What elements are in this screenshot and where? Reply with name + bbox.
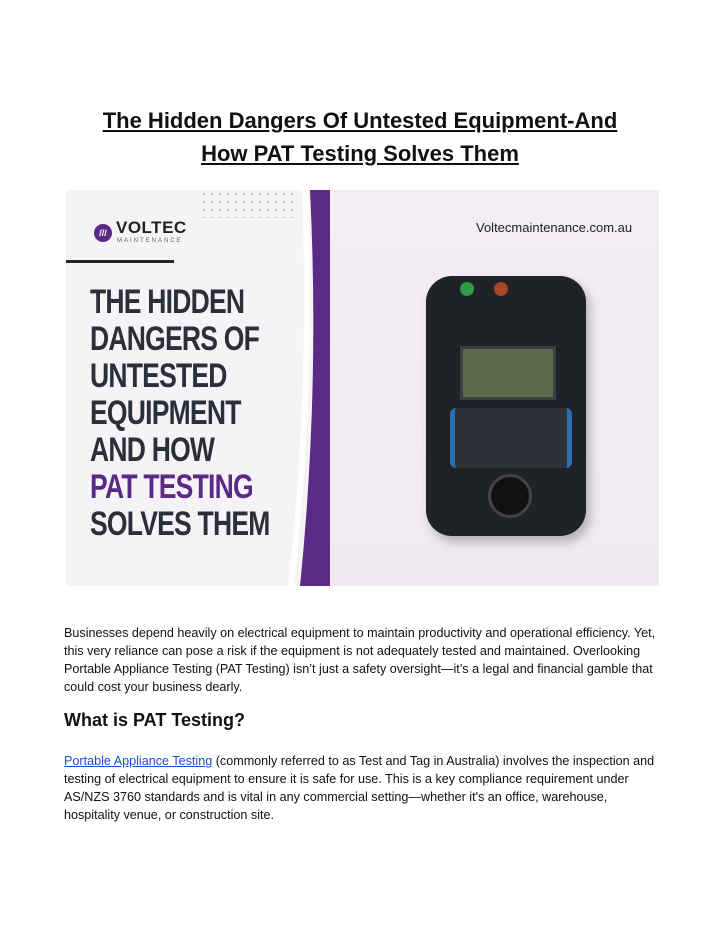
title-line-1: The Hidden Dangers Of Untested Equipment-And — [102, 108, 618, 133]
headline-line: EQUIPMENT — [90, 394, 241, 432]
headline-line: THE HIDDEN — [90, 283, 245, 321]
headline-line: SOLVES THEM — [90, 505, 270, 543]
website-label: Voltecmaintenance.com.au — [476, 220, 633, 235]
headline-line: UNTESTED — [90, 357, 227, 395]
logo-underline — [66, 260, 174, 263]
section-heading: What is PAT Testing? — [64, 710, 245, 730]
pat-paragraph — [64, 752, 656, 824]
pat-tester-device — [426, 276, 586, 536]
logo-mark-icon: /// — [94, 224, 112, 242]
device-socket-icon — [488, 474, 532, 518]
hero-headline — [90, 284, 270, 543]
page-title — [60, 104, 660, 170]
intro-paragraph: Businesses depend heavily on electrical equipment to maintain productivity and operational efficiency. Yet, this very reliance can pose a risk if the equipment is not adequately tested and maintained. Overlooking Portable Appliance Testing (PAT Testing) isn’t just a safety oversight—it’s a legal and financial gamble that could cost your business dearly. — [64, 626, 656, 694]
headline-line: AND HOW — [90, 431, 215, 469]
voltec-logo — [66, 212, 201, 260]
pat-paragraph-text: (commonly referred to as Test and Tag in Australia) involves the inspection and testing of electrical equipment to ensure it is safe for use. This is a key compliance requirement under AS/NZS 3760 standards and is vital in any commercial setting—whether it's an office, warehouse, hospitality venue, or construction site. — [64, 754, 655, 822]
hero-image — [66, 190, 659, 586]
device-screen — [460, 346, 556, 400]
device-button-panel — [450, 408, 572, 468]
headline-line: DANGERS OF — [90, 320, 260, 358]
purple-swoosh — [280, 190, 330, 586]
red-port-icon — [494, 282, 508, 296]
logo-subtitle: MAINTENANCE — [117, 238, 183, 244]
logo-name: VOLTEC — [116, 218, 187, 237]
green-port-icon — [460, 282, 474, 296]
headline-line-highlight: PAT TESTING — [90, 468, 253, 506]
title-line-2: How PAT Testing Solves Them — [201, 141, 519, 166]
pat-link[interactable]: Portable Appliance Testing — [64, 754, 213, 768]
